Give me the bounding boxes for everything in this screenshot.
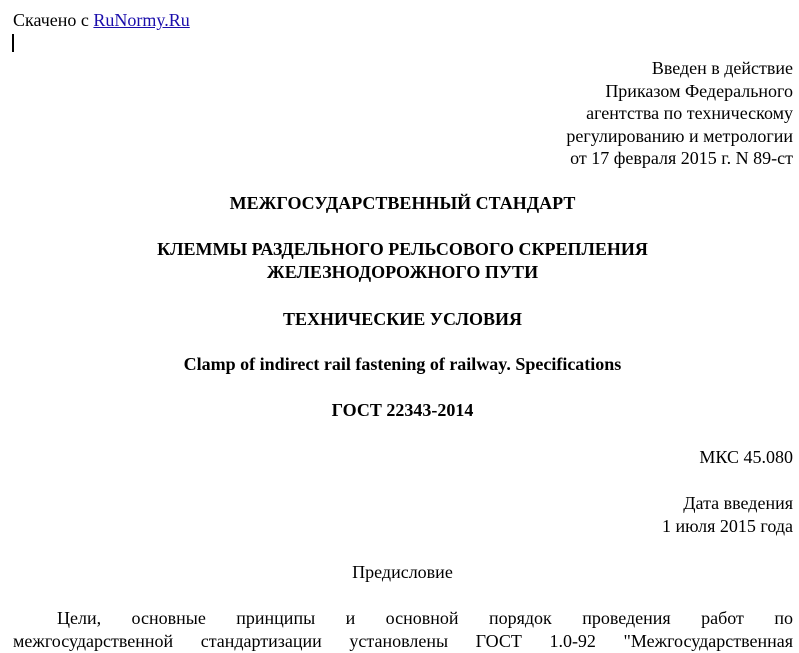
source-prefix: Скачено с [13,10,94,30]
enactment-block [566,57,793,170]
enactment-line: Введен в действие [651,58,793,78]
gost-number: ГОСТ 22343-2014 [331,400,474,420]
title-line-1: КЛЕММЫ РАЗДЕЛЬНОГО РЕЛЬСОВОГО СКРЕПЛЕНИЯ [157,239,648,259]
enactment-line: регулированию и метрологии [566,125,793,146]
intro-date-block [662,492,793,537]
english-title: Clamp of indirect rail fastening of railway. Specifications [183,354,622,374]
title-line-2: ЖЕЛЕЗНОДОРОЖНОГО ПУТИ [266,262,539,282]
intro-date-label: Дата введения [683,493,793,513]
text-cursor [12,34,14,52]
foreword-line: межгосударственной стандартизации установлены ГОСТ 1.0-92 "Межгосударственная [13,631,793,651]
mks-code: МКС 45.080 [699,447,793,467]
foreword-line: Цели, основные принципы и основной порядок проведения работ по [57,608,793,628]
enactment-line: от 17 февраля 2015 г. N 89-ст [570,148,793,168]
standard-type-heading: МЕЖГОСУДАРСТВЕННЫЙ СТАНДАРТ [229,193,576,213]
enactment-line: агентства по техническому [586,103,793,123]
foreword-heading: Предисловие [352,562,453,582]
intro-date-value: 1 июля 2015 года [662,515,793,536]
subtitle-heading: ТЕХНИЧЕСКИЕ УСЛОВИЯ [283,309,522,329]
foreword-paragraph [13,607,793,653]
source-link[interactable]: RuNormy.Ru [93,10,190,30]
source-line [13,9,190,31]
enactment-line: Приказом Федерального [605,80,793,101]
